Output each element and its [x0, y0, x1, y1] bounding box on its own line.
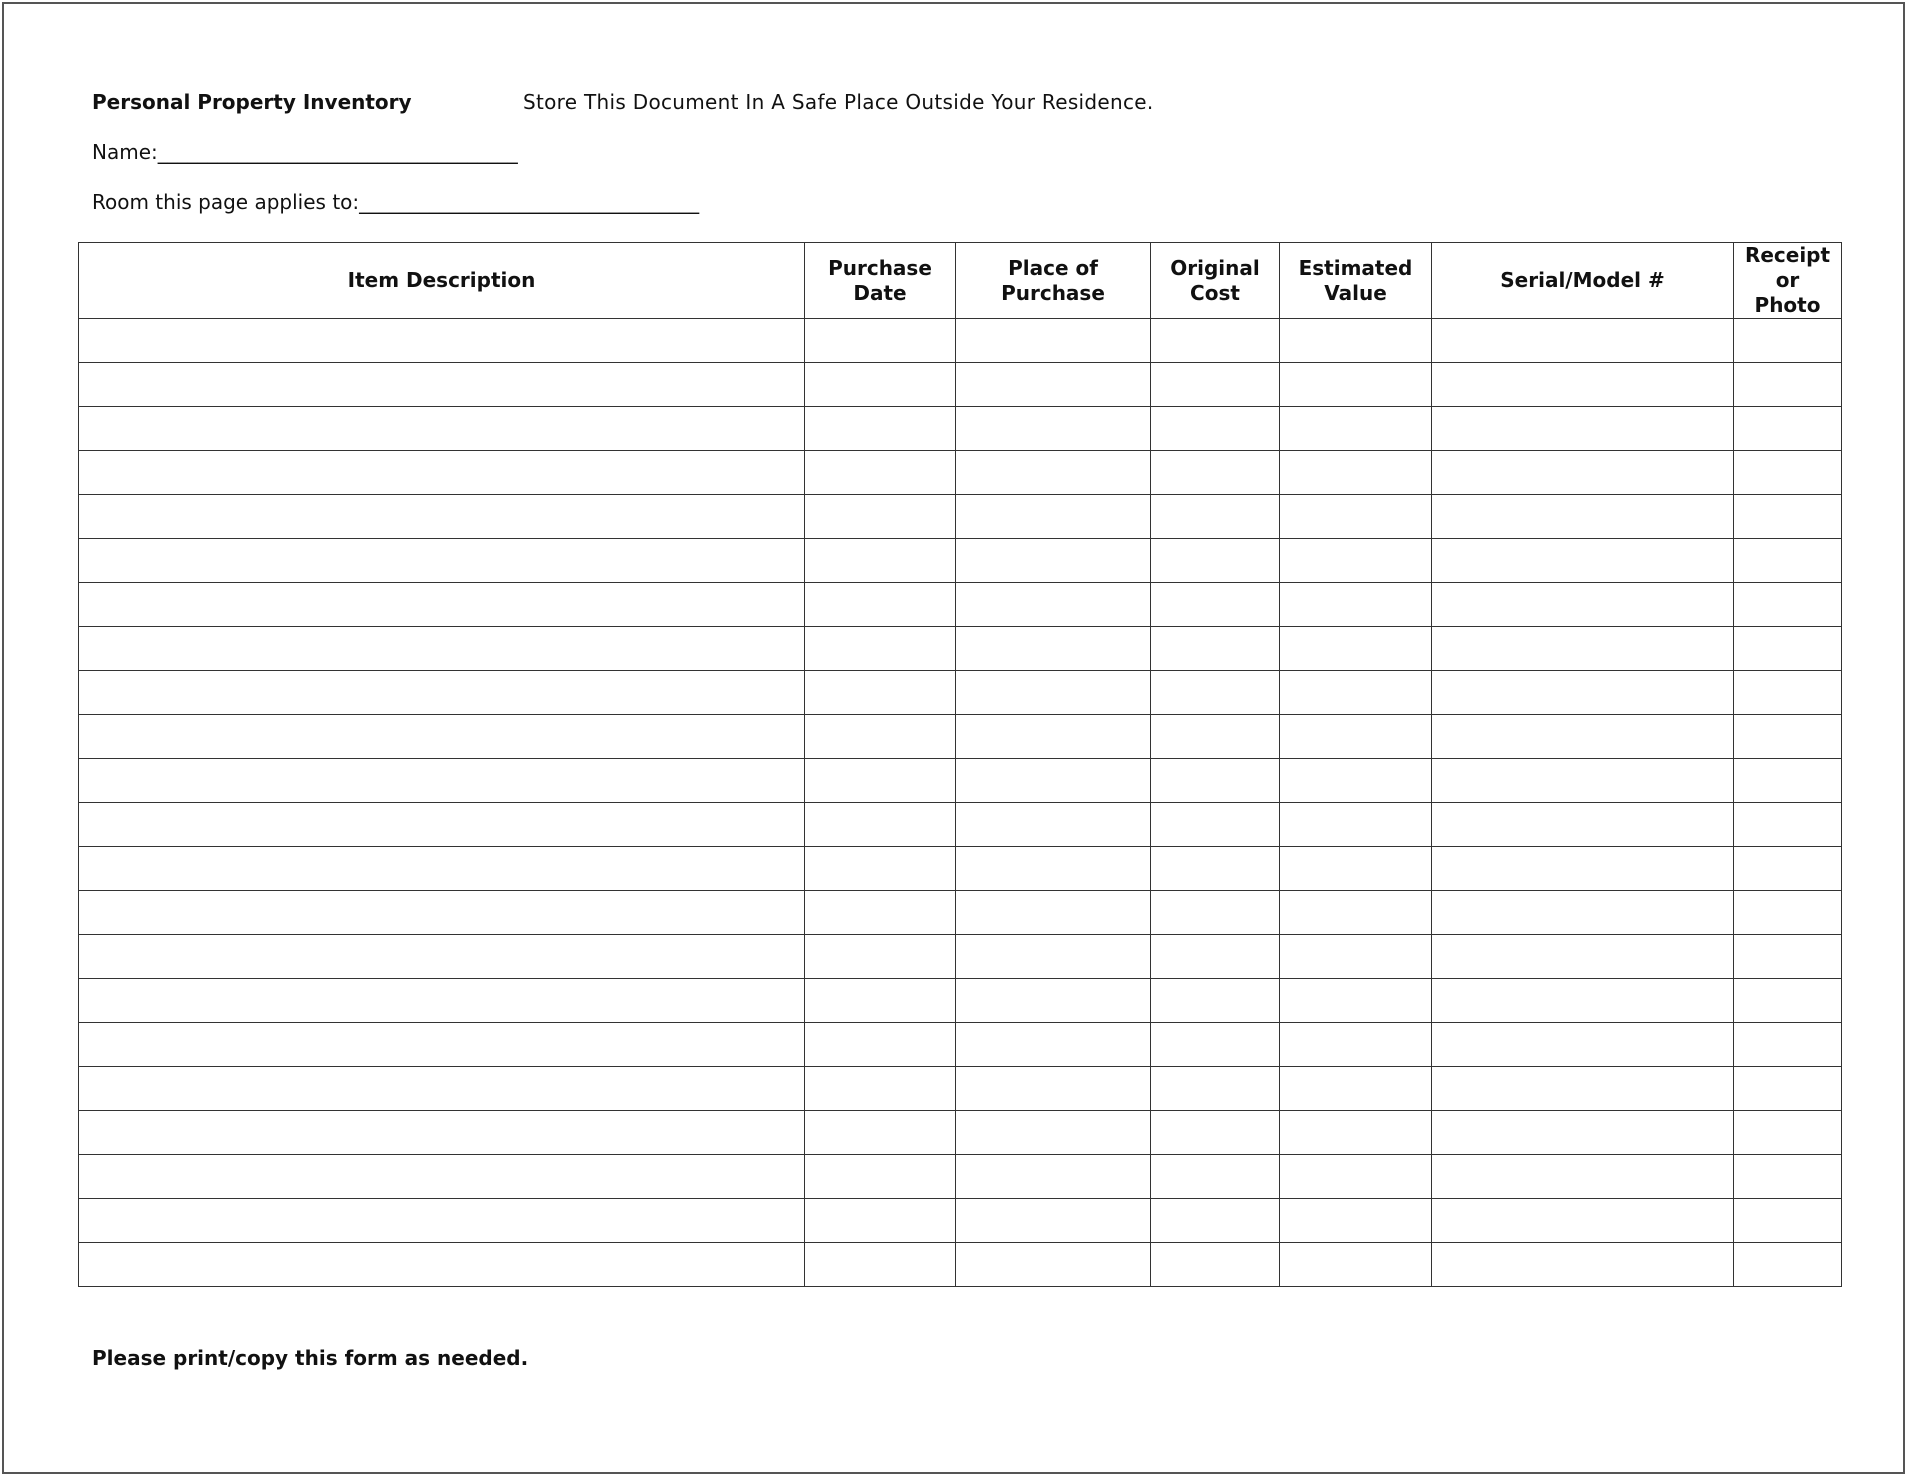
- cell-estimated-value[interactable]: [1280, 759, 1432, 803]
- cell-estimated-value[interactable]: [1280, 979, 1432, 1023]
- table-row: [79, 671, 1842, 715]
- cell-estimated-value[interactable]: [1280, 1155, 1432, 1199]
- cell-item-description[interactable]: [79, 627, 805, 671]
- cell-receipt-or-photo[interactable]: [1734, 847, 1842, 891]
- table-row: [79, 803, 1842, 847]
- cell-original-cost[interactable]: [1151, 671, 1280, 715]
- cell-serial-model[interactable]: [1432, 715, 1734, 759]
- room-label: Room this page applies to:: [92, 190, 360, 214]
- cell-serial-model[interactable]: [1432, 671, 1734, 715]
- cell-purchase-date[interactable]: [805, 1243, 956, 1287]
- cell-place-of-purchase[interactable]: [956, 935, 1151, 979]
- cell-estimated-value[interactable]: [1280, 1199, 1432, 1243]
- table-row: [79, 891, 1842, 935]
- table-row: [79, 627, 1842, 671]
- cell-serial-model[interactable]: [1432, 1155, 1734, 1199]
- cell-item-description[interactable]: [79, 847, 805, 891]
- cell-original-cost[interactable]: [1151, 935, 1280, 979]
- column-header-original-cost: Original Cost: [1151, 243, 1280, 319]
- cell-original-cost[interactable]: [1151, 1111, 1280, 1155]
- table-row: [79, 935, 1842, 979]
- cell-original-cost[interactable]: [1151, 979, 1280, 1023]
- cell-item-description[interactable]: [79, 539, 805, 583]
- cell-serial-model[interactable]: [1432, 363, 1734, 407]
- cell-original-cost[interactable]: [1151, 451, 1280, 495]
- table-row: [79, 1243, 1842, 1287]
- cell-original-cost[interactable]: [1151, 539, 1280, 583]
- cell-place-of-purchase[interactable]: [956, 1243, 1151, 1287]
- table-row: [79, 979, 1842, 1023]
- cell-original-cost[interactable]: [1151, 759, 1280, 803]
- column-header-serial-model: Serial/Model #: [1432, 243, 1734, 319]
- cell-item-description[interactable]: [79, 759, 805, 803]
- cell-place-of-purchase[interactable]: [956, 759, 1151, 803]
- cell-purchase-date[interactable]: [805, 715, 956, 759]
- cell-estimated-value[interactable]: [1280, 715, 1432, 759]
- cell-receipt-or-photo[interactable]: [1734, 363, 1842, 407]
- table-header-row: [79, 243, 1842, 319]
- table-row: [79, 495, 1842, 539]
- storage-notice: Store This Document In A Safe Place Outside Your Residence.: [523, 90, 1154, 114]
- cell-original-cost[interactable]: [1151, 495, 1280, 539]
- cell-receipt-or-photo[interactable]: [1734, 1155, 1842, 1199]
- form-title-row: [92, 90, 412, 114]
- column-header-receipt-or-photo: Receipt or Photo: [1734, 243, 1842, 319]
- cell-serial-model[interactable]: [1432, 935, 1734, 979]
- cell-place-of-purchase[interactable]: [956, 1067, 1151, 1111]
- cell-original-cost[interactable]: [1151, 583, 1280, 627]
- cell-item-description[interactable]: [79, 363, 805, 407]
- cell-purchase-date[interactable]: [805, 671, 956, 715]
- table-row: [79, 363, 1842, 407]
- cell-receipt-or-photo[interactable]: [1734, 495, 1842, 539]
- cell-purchase-date[interactable]: [805, 495, 956, 539]
- cell-place-of-purchase[interactable]: [956, 847, 1151, 891]
- cell-place-of-purchase[interactable]: [956, 1111, 1151, 1155]
- inventory-table-body: [79, 319, 1842, 1287]
- cell-estimated-value[interactable]: [1280, 363, 1432, 407]
- cell-purchase-date[interactable]: [805, 1199, 956, 1243]
- cell-receipt-or-photo[interactable]: [1734, 1067, 1842, 1111]
- cell-estimated-value[interactable]: [1280, 495, 1432, 539]
- cell-estimated-value[interactable]: [1280, 1067, 1432, 1111]
- cell-place-of-purchase[interactable]: [956, 803, 1151, 847]
- cell-original-cost[interactable]: [1151, 1199, 1280, 1243]
- table-row: [79, 539, 1842, 583]
- cell-estimated-value[interactable]: [1280, 319, 1432, 363]
- cell-estimated-value[interactable]: [1280, 935, 1432, 979]
- cell-purchase-date[interactable]: [805, 363, 956, 407]
- cell-estimated-value[interactable]: [1280, 803, 1432, 847]
- column-header-estimated-value: Estimated Value: [1280, 243, 1432, 319]
- name-label: Name:: [92, 140, 158, 164]
- cell-estimated-value[interactable]: [1280, 1243, 1432, 1287]
- cell-item-description[interactable]: [79, 891, 805, 935]
- cell-purchase-date[interactable]: [805, 979, 956, 1023]
- cell-item-description[interactable]: [79, 803, 805, 847]
- cell-receipt-or-photo[interactable]: [1734, 451, 1842, 495]
- cell-estimated-value[interactable]: [1280, 891, 1432, 935]
- cell-purchase-date[interactable]: [805, 451, 956, 495]
- cell-place-of-purchase[interactable]: [956, 363, 1151, 407]
- cell-item-description[interactable]: [79, 1067, 805, 1111]
- cell-original-cost[interactable]: [1151, 1155, 1280, 1199]
- cell-item-description[interactable]: [79, 495, 805, 539]
- cell-receipt-or-photo[interactable]: [1734, 1199, 1842, 1243]
- cell-place-of-purchase[interactable]: [956, 891, 1151, 935]
- cell-place-of-purchase[interactable]: [956, 583, 1151, 627]
- footer-note: Please print/copy this form as needed.: [92, 1346, 529, 1370]
- room-field[interactable]: [92, 190, 699, 214]
- cell-purchase-date[interactable]: [805, 1023, 956, 1067]
- column-header-place-of-purchase: Place of Purchase: [956, 243, 1151, 319]
- cell-estimated-value[interactable]: [1280, 407, 1432, 451]
- cell-receipt-or-photo[interactable]: [1734, 539, 1842, 583]
- table-row: [79, 407, 1842, 451]
- cell-original-cost[interactable]: [1151, 627, 1280, 671]
- cell-item-description[interactable]: [79, 1243, 805, 1287]
- cell-original-cost[interactable]: [1151, 803, 1280, 847]
- cell-item-description[interactable]: [79, 319, 805, 363]
- table-row: [79, 1199, 1842, 1243]
- cell-original-cost[interactable]: [1151, 363, 1280, 407]
- cell-purchase-date[interactable]: [805, 407, 956, 451]
- cell-original-cost[interactable]: [1151, 1243, 1280, 1287]
- cell-place-of-purchase[interactable]: [956, 715, 1151, 759]
- cell-serial-model[interactable]: [1432, 407, 1734, 451]
- cell-serial-model[interactable]: [1432, 979, 1734, 1023]
- cell-place-of-purchase[interactable]: [956, 319, 1151, 363]
- cell-serial-model[interactable]: [1432, 1111, 1734, 1155]
- cell-original-cost[interactable]: [1151, 715, 1280, 759]
- cell-purchase-date[interactable]: [805, 891, 956, 935]
- cell-place-of-purchase[interactable]: [956, 1023, 1151, 1067]
- cell-receipt-or-photo[interactable]: [1734, 891, 1842, 935]
- cell-item-description[interactable]: [79, 1023, 805, 1067]
- cell-original-cost[interactable]: [1151, 407, 1280, 451]
- cell-receipt-or-photo[interactable]: [1734, 803, 1842, 847]
- cell-receipt-or-photo[interactable]: [1734, 583, 1842, 627]
- cell-receipt-or-photo[interactable]: [1734, 715, 1842, 759]
- cell-place-of-purchase[interactable]: [956, 451, 1151, 495]
- cell-item-description[interactable]: [79, 935, 805, 979]
- table-row: [79, 847, 1842, 891]
- cell-estimated-value[interactable]: [1280, 847, 1432, 891]
- cell-purchase-date[interactable]: [805, 627, 956, 671]
- cell-place-of-purchase[interactable]: [956, 979, 1151, 1023]
- table-row: [79, 1111, 1842, 1155]
- cell-place-of-purchase[interactable]: [956, 495, 1151, 539]
- cell-purchase-date[interactable]: [805, 319, 956, 363]
- cell-item-description[interactable]: [79, 671, 805, 715]
- cell-receipt-or-photo[interactable]: [1734, 407, 1842, 451]
- cell-purchase-date[interactable]: [805, 847, 956, 891]
- cell-serial-model[interactable]: [1432, 319, 1734, 363]
- cell-purchase-date[interactable]: [805, 1155, 956, 1199]
- cell-receipt-or-photo[interactable]: [1734, 935, 1842, 979]
- cell-serial-model[interactable]: [1432, 1023, 1734, 1067]
- cell-serial-model[interactable]: [1432, 627, 1734, 671]
- cell-purchase-date[interactable]: [805, 759, 956, 803]
- cell-serial-model[interactable]: [1432, 803, 1734, 847]
- table-row: [79, 451, 1842, 495]
- cell-place-of-purchase[interactable]: [956, 539, 1151, 583]
- table-row: [79, 1023, 1842, 1067]
- cell-original-cost[interactable]: [1151, 891, 1280, 935]
- cell-serial-model[interactable]: [1432, 1243, 1734, 1287]
- cell-estimated-value[interactable]: [1280, 627, 1432, 671]
- cell-original-cost[interactable]: [1151, 847, 1280, 891]
- cell-serial-model[interactable]: [1432, 1067, 1734, 1111]
- cell-item-description[interactable]: [79, 451, 805, 495]
- cell-item-description[interactable]: [79, 583, 805, 627]
- cell-purchase-date[interactable]: [805, 935, 956, 979]
- cell-estimated-value[interactable]: [1280, 539, 1432, 583]
- cell-estimated-value[interactable]: [1280, 671, 1432, 715]
- table-row: [79, 1155, 1842, 1199]
- cell-serial-model[interactable]: [1432, 759, 1734, 803]
- table-row: [79, 319, 1842, 363]
- cell-receipt-or-photo[interactable]: [1734, 759, 1842, 803]
- cell-item-description[interactable]: [79, 1199, 805, 1243]
- cell-serial-model[interactable]: [1432, 583, 1734, 627]
- cell-estimated-value[interactable]: [1280, 583, 1432, 627]
- table-row: [79, 759, 1842, 803]
- cell-purchase-date[interactable]: [805, 583, 956, 627]
- column-header-purchase-date: Purchase Date: [805, 243, 956, 319]
- cell-receipt-or-photo[interactable]: [1734, 319, 1842, 363]
- cell-original-cost[interactable]: [1151, 319, 1280, 363]
- cell-place-of-purchase[interactable]: [956, 407, 1151, 451]
- table-row: [79, 715, 1842, 759]
- cell-estimated-value[interactable]: [1280, 1023, 1432, 1067]
- cell-place-of-purchase[interactable]: [956, 1155, 1151, 1199]
- cell-original-cost[interactable]: [1151, 1067, 1280, 1111]
- cell-purchase-date[interactable]: [805, 539, 956, 583]
- cell-item-description[interactable]: [79, 1155, 805, 1199]
- cell-purchase-date[interactable]: [805, 803, 956, 847]
- cell-serial-model[interactable]: [1432, 891, 1734, 935]
- cell-purchase-date[interactable]: [805, 1067, 956, 1111]
- cell-item-description[interactable]: [79, 979, 805, 1023]
- inventory-table: [78, 242, 1842, 1287]
- room-blank-line[interactable]: __________________________________: [359, 190, 700, 214]
- cell-item-description[interactable]: [79, 407, 805, 451]
- column-header-item-description: Item Description: [79, 243, 805, 319]
- cell-original-cost[interactable]: [1151, 1023, 1280, 1067]
- cell-place-of-purchase[interactable]: [956, 1199, 1151, 1243]
- cell-receipt-or-photo[interactable]: [1734, 1023, 1842, 1067]
- table-row: [79, 583, 1842, 627]
- name-blank-line[interactable]: ____________________________________: [157, 140, 518, 164]
- cell-serial-model[interactable]: [1432, 847, 1734, 891]
- cell-place-of-purchase[interactable]: [956, 671, 1151, 715]
- table-row: [79, 1067, 1842, 1111]
- cell-place-of-purchase[interactable]: [956, 627, 1151, 671]
- cell-serial-model[interactable]: [1432, 451, 1734, 495]
- cell-receipt-or-photo[interactable]: [1734, 979, 1842, 1023]
- form-title: Personal Property Inventory: [92, 90, 412, 114]
- cell-serial-model[interactable]: [1432, 495, 1734, 539]
- name-field[interactable]: [92, 140, 518, 164]
- cell-estimated-value[interactable]: [1280, 1111, 1432, 1155]
- cell-estimated-value[interactable]: [1280, 451, 1432, 495]
- cell-receipt-or-photo[interactable]: [1734, 627, 1842, 671]
- cell-serial-model[interactable]: [1432, 539, 1734, 583]
- cell-item-description[interactable]: [79, 715, 805, 759]
- cell-purchase-date[interactable]: [805, 1111, 956, 1155]
- cell-item-description[interactable]: [79, 1111, 805, 1155]
- cell-receipt-or-photo[interactable]: [1734, 1111, 1842, 1155]
- cell-receipt-or-photo[interactable]: [1734, 671, 1842, 715]
- cell-serial-model[interactable]: [1432, 1199, 1734, 1243]
- cell-receipt-or-photo[interactable]: [1734, 1243, 1842, 1287]
